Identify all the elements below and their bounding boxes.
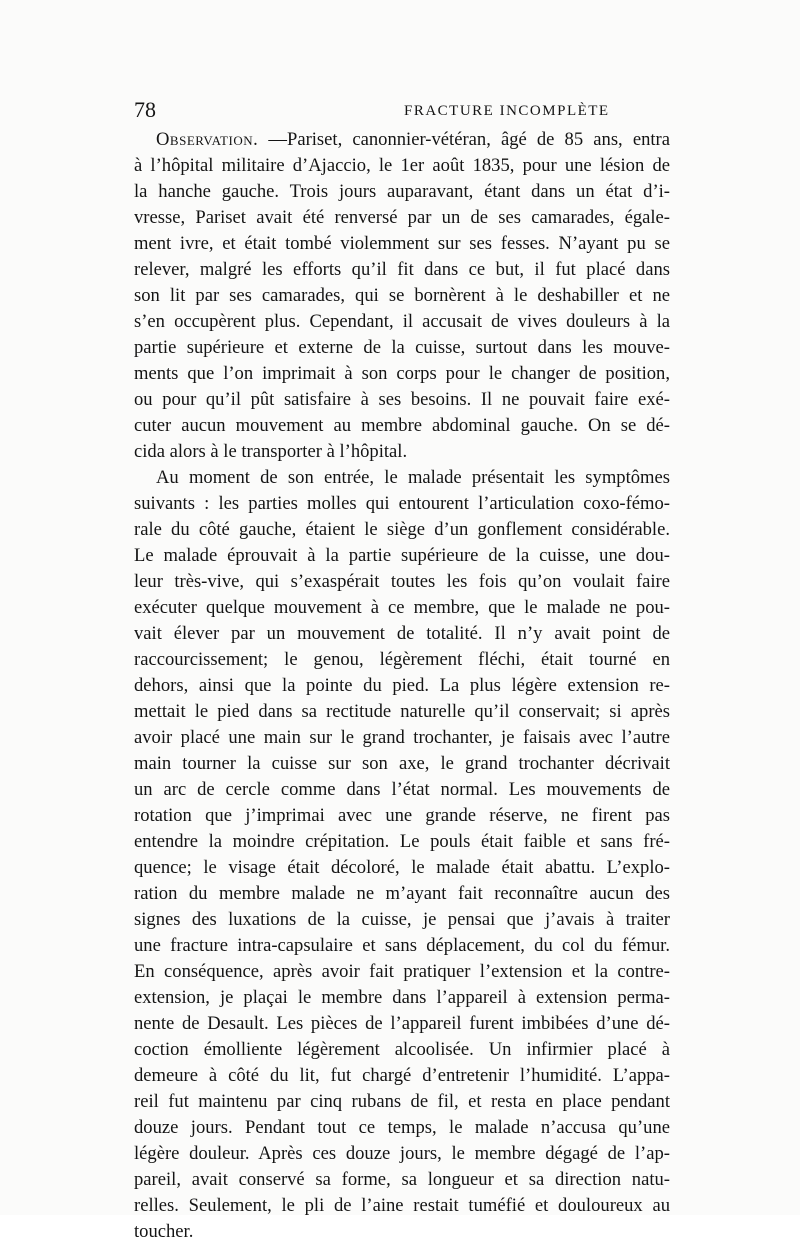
text-line: vresse, Pariset avait été renversé par un de ses camarades, égale- bbox=[134, 207, 670, 228]
text-line: ration du membre malade ne m’ayant fait reconnaître aucun des bbox=[134, 883, 670, 904]
text-line: exécuter quelque mouvement à ce membre, que le malade ne pou- bbox=[134, 597, 670, 618]
text-line: douze jours. Pendant tout ce temps, le malade n’accusa qu’une bbox=[134, 1117, 670, 1138]
text-line: rotation que j’imprimai avec une grande réserve, ne firent pas bbox=[134, 805, 670, 826]
text-line: ment ivre, et était tombé violemment sur ses fesses. N’ayant pu se bbox=[134, 233, 670, 254]
text-line: leur très-vive, qui s’exaspérait toutes les fois qu’on voulait faire bbox=[134, 571, 670, 592]
running-title: FRACTURE INCOMPLÈTE bbox=[404, 103, 610, 119]
text-line: toucher. bbox=[134, 1221, 194, 1242]
text-line: dehors, ainsi que la pointe du pied. La plus légère extension re- bbox=[134, 675, 670, 696]
text-line: cida alors à le transporter à l’hôpital. bbox=[134, 441, 408, 462]
text-line: cuter aucun mouvement au membre abdominal gauche. On se dé- bbox=[134, 415, 670, 436]
text-line: un arc de cercle comme dans l’état normal. Les mouvements de bbox=[134, 779, 670, 800]
text-line: coction émolliente légèrement alcoolisée. Un infirmier placé à bbox=[134, 1039, 670, 1060]
text-line: raccourcissement; le genou, légèrement fléchi, était tourné en bbox=[134, 649, 670, 670]
text-line: à l’hôpital militaire d’Ajaccio, le 1er août 1835, pour une lésion de bbox=[134, 155, 670, 176]
text-line: En conséquence, après avoir fait pratiquer l’extension et la contre- bbox=[134, 961, 670, 982]
text-line: son lit par ses camarades, qui se bornèrent à le deshabiller et ne bbox=[134, 285, 670, 306]
text-line: légère douleur. Après ces douze jours, le membre dégagé de l’ap- bbox=[134, 1143, 670, 1164]
text-line: la hanche gauche. Trois jours auparavant, étant dans un état d’i- bbox=[134, 181, 670, 202]
text-line: ou pour qu’il pût satisfaire à ses besoins. Il ne pouvait faire exé- bbox=[134, 389, 670, 410]
text-line: ments que l’on imprimait à son corps pour le changer de position, bbox=[134, 363, 670, 384]
text-line: signes des luxations de la cuisse, je pensai que j’avais à traiter bbox=[134, 909, 670, 930]
text-line: entendre la moindre crépitation. Le pouls était faible et sans fré- bbox=[134, 831, 670, 852]
text-line: reil fut maintenu par cinq rubans de fil, et resta en place pendant bbox=[134, 1091, 670, 1112]
text-line: suivants : les parties molles qui entourent l’articulation coxo-fémo- bbox=[134, 493, 670, 514]
text-line: demeure à côté du lit, fut chargé d’entretenir l’humidité. L’appa- bbox=[134, 1065, 670, 1086]
text-line: Observation. —Pariset, canonnier-vétéran, âgé de 85 ans, entra bbox=[156, 129, 670, 150]
text-line: mettait le pied dans sa rectitude naturelle qu’il conservait; si après bbox=[134, 701, 670, 722]
text-line: extension, je plaçai le membre dans l’appareil à extension perma- bbox=[134, 987, 670, 1008]
observation-heading: Observation. bbox=[156, 129, 259, 150]
text-line: Le malade éprouvait à la partie supérieure de la cuisse, une dou- bbox=[134, 545, 670, 566]
text-line: partie supérieure et externe de la cuisse, surtout dans les mouve- bbox=[134, 337, 670, 358]
page-header bbox=[134, 96, 670, 126]
text-line: s’en occupèrent plus. Cependant, il accusait de vives douleurs à la bbox=[134, 311, 670, 332]
text-line: vait élever par un mouvement de totalité. Il n’y avait point de bbox=[134, 623, 670, 644]
text-line: Au moment de son entrée, le malade présentait les symptômes bbox=[156, 467, 670, 488]
text-line: avoir placé une main sur le grand trochanter, je faisais avec l’autre bbox=[134, 727, 670, 748]
text-line: nente de Desault. Les pièces de l’appareil furent imbibées d’une dé- bbox=[134, 1013, 670, 1034]
text-line: quence; le visage était décoloré, le malade était abattu. L’explo- bbox=[134, 857, 670, 878]
body-text bbox=[134, 127, 670, 1245]
page-number: 78 bbox=[134, 97, 156, 122]
text-line: relever, malgré les efforts qu’il fit dans ce but, il fut placé dans bbox=[134, 259, 670, 280]
text-line: pareil, avait conservé sa forme, sa longueur et sa direction natu- bbox=[134, 1169, 670, 1190]
text-line: main tourner la cuisse sur son axe, le grand trochanter décrivait bbox=[134, 753, 670, 774]
text-line: une fracture intra-capsulaire et sans déplacement, du col du fémur. bbox=[134, 935, 670, 956]
text-line: relles. Seulement, le pli de l’aine restait tuméfié et douloureux au bbox=[134, 1195, 670, 1216]
text-line: rale du côté gauche, étaient le siège d’un gonflement considérable. bbox=[134, 519, 670, 540]
